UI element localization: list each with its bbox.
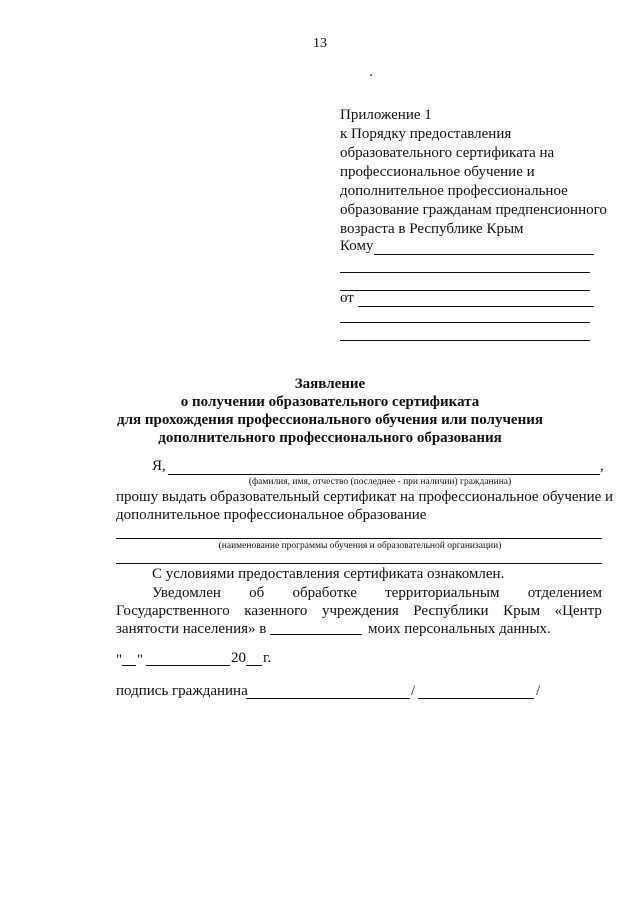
program-field-2[interactable]	[116, 563, 602, 564]
appendix-line: к Порядку предоставления	[340, 126, 512, 142]
appendix-line: дополнительное профессиональное	[340, 183, 568, 199]
word: отделением	[527, 585, 602, 601]
program-field[interactable]	[116, 538, 602, 539]
applicant-prefix: Я,	[152, 458, 166, 474]
scan-dot	[370, 74, 372, 76]
program-caption: (наименование программы обучения и образовательной организации)	[218, 541, 502, 551]
month-field[interactable]	[146, 665, 230, 666]
signature-name-field[interactable]	[418, 698, 534, 699]
to-field-line-2[interactable]	[340, 272, 590, 273]
signature-slash-2: /	[536, 683, 541, 699]
word: территориальным	[385, 585, 500, 601]
to-field-line-3[interactable]	[340, 290, 590, 291]
signature-label: подпись гражданина	[116, 683, 248, 699]
consent-line-4-end: моих персональных данных.	[368, 621, 551, 637]
from-label: от	[340, 290, 354, 306]
year-suffix: г.	[263, 650, 272, 666]
title-line: о получении образовательного сертификата	[180, 394, 480, 410]
day-field[interactable]	[122, 665, 136, 666]
consent-line-2	[152, 585, 602, 602]
request-line-1: прошу выдать образовательный сертификат на профессиональное обучение и	[116, 489, 614, 505]
consent-line-4-start: занятости населения» в	[116, 621, 267, 637]
word: Государственного	[116, 603, 230, 619]
consent-line-3	[116, 603, 602, 620]
applicant-caption: (фамилия, имя, отчество (последнее - при наличии) гражданина)	[248, 477, 512, 487]
word: «Центр	[554, 603, 602, 619]
applicant-name-field[interactable]	[168, 474, 600, 475]
document-title	[60, 375, 600, 447]
signature-slash-1: /	[411, 683, 416, 699]
appendix-line: Приложение 1	[340, 107, 432, 123]
word: казенного	[244, 603, 308, 619]
from-field-line-2[interactable]	[340, 322, 590, 323]
word: учреждения	[321, 603, 399, 619]
word: Республики	[413, 603, 489, 619]
word: Уведомлен	[152, 585, 221, 601]
appendix-line: возраста в Республике Крым	[340, 221, 524, 237]
title-line: дополнительного профессионального образования	[158, 430, 502, 446]
from-field-line-3[interactable]	[340, 340, 590, 341]
appendix-line: образовательного сертификата на	[340, 145, 555, 161]
year-field[interactable]	[246, 665, 262, 666]
from-field-line-1[interactable]	[358, 306, 594, 307]
signature-field[interactable]	[246, 698, 410, 699]
word: Крым	[503, 603, 541, 619]
employment-center-field[interactable]	[270, 634, 362, 635]
appendix-line: профессиональное обучение и	[340, 164, 535, 180]
date-quote-open: "	[116, 652, 123, 668]
title-line: для прохождения профессионального обучения или получения	[117, 412, 543, 428]
appendix-line: образование гражданам предпенсионного	[340, 202, 607, 218]
date-quote-close: "	[137, 652, 144, 668]
to-label: Кому	[340, 238, 374, 254]
to-field-line-1[interactable]	[374, 254, 594, 255]
request-line-2: дополнительное профессиональное образование	[116, 507, 427, 523]
page-number: 13	[313, 36, 327, 51]
title-line: Заявление	[294, 376, 366, 392]
consent-line-1: С условиями предоставления сертификата ознакомлен.	[152, 566, 505, 582]
word: обработке	[292, 585, 357, 601]
word: об	[249, 585, 265, 601]
year-prefix: 20	[231, 650, 246, 666]
applicant-suffix: ,	[600, 458, 604, 474]
appendix-header	[340, 106, 630, 239]
